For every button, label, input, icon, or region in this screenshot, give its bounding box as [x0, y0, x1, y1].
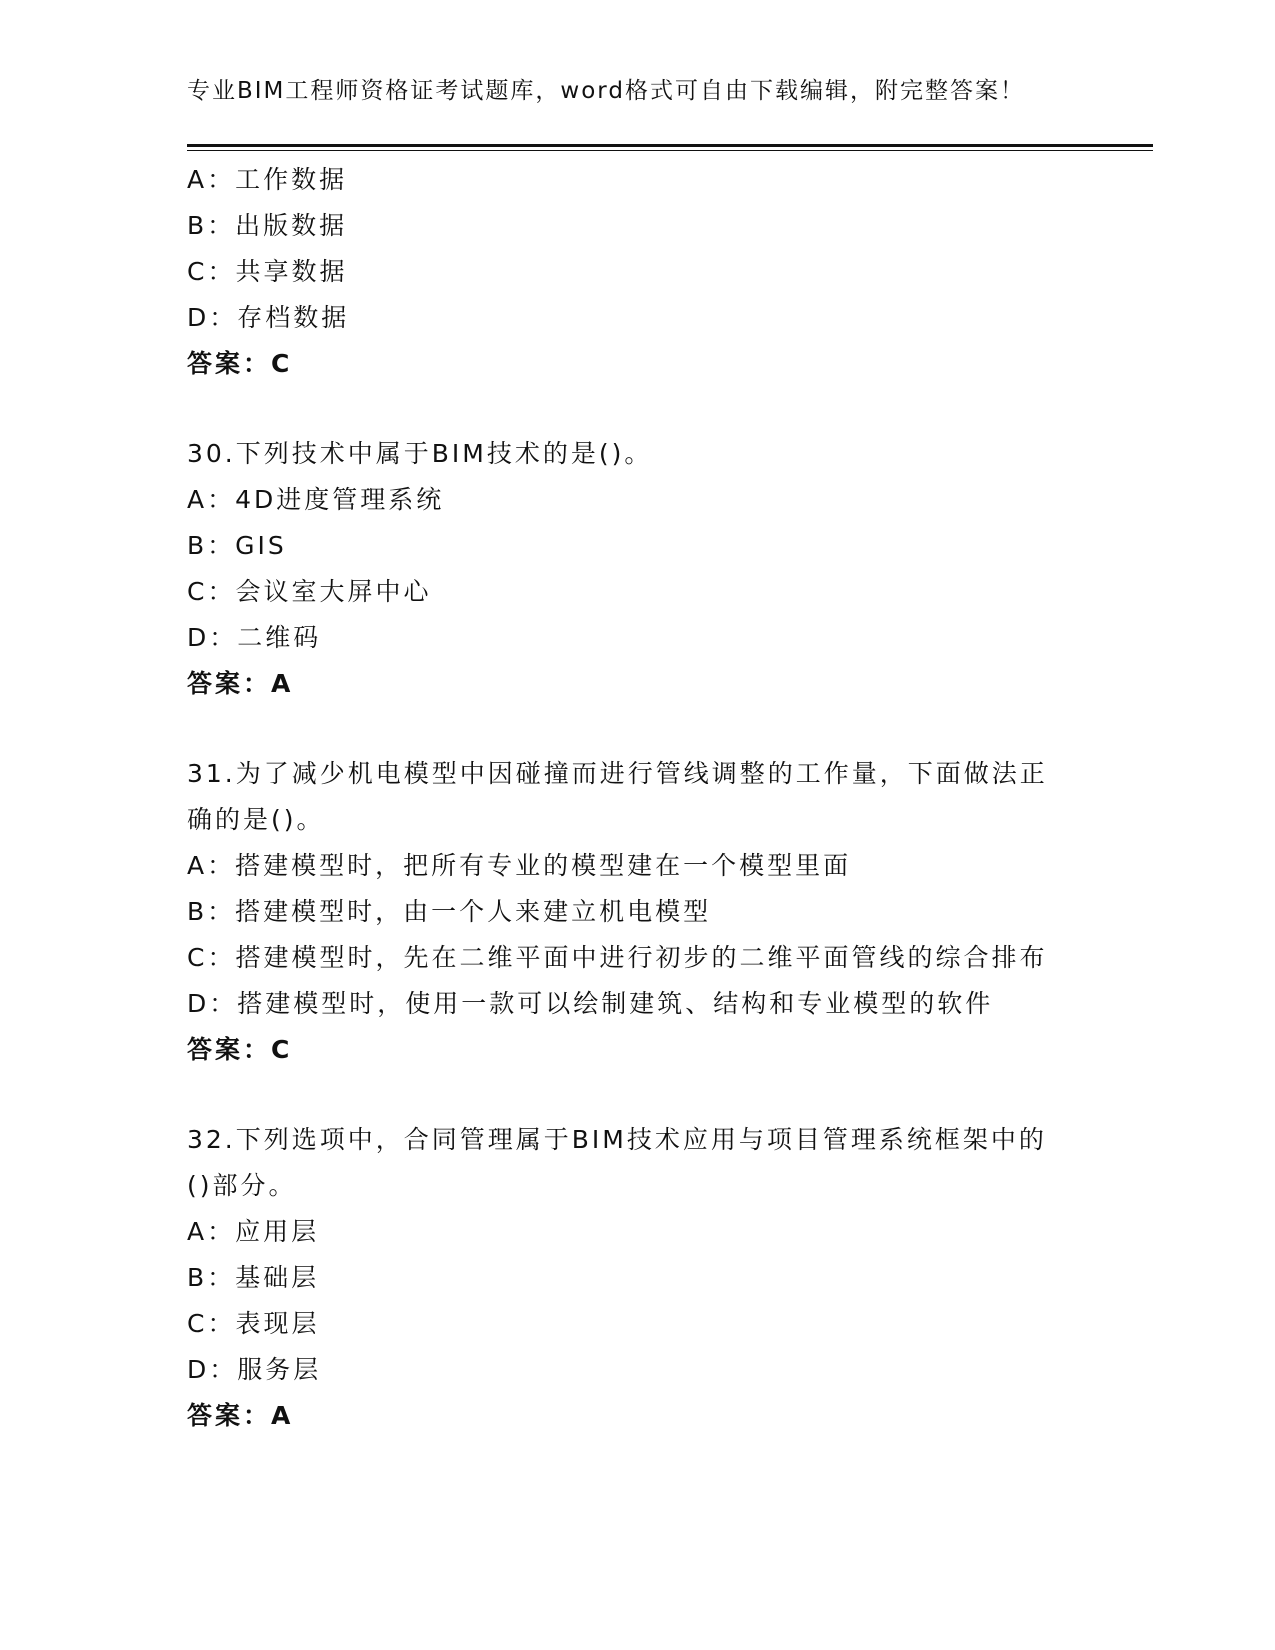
option-d: D：二维码 [187, 623, 322, 652]
option-a: A：应用层 [187, 1217, 320, 1246]
option-b: B：基础层 [187, 1263, 320, 1292]
option-b: B：GIS [187, 531, 287, 560]
option-c: C：共享数据 [187, 257, 348, 286]
option-a: A：搭建模型时，把所有专业的模型建在一个模型里面 [187, 851, 852, 880]
option-d: D：存档数据 [187, 303, 350, 332]
option-b: B：出版数据 [187, 211, 348, 240]
page-header: 专业BIM工程师资格证考试题库，word格式可自由下载编辑，附完整答案！ [187, 78, 1025, 104]
option-a: A：4D进度管理系统 [187, 485, 445, 514]
question-text-continued: ()部分。 [187, 1171, 297, 1200]
question-text: 31.为了减少机电模型中因碰撞而进行管线调整的工作量，下面做法正 [187, 759, 1048, 788]
question-block-30 [187, 431, 1087, 707]
question-block-29 [187, 157, 1087, 387]
option-d: D：服务层 [187, 1355, 322, 1384]
question-block-32 [187, 1117, 1087, 1439]
answer-line: 答案：A [187, 669, 294, 698]
option-c: C：表现层 [187, 1309, 320, 1338]
answer-line: 答案：A [187, 1401, 294, 1430]
answer-line: 答案：C [187, 1035, 293, 1064]
question-text: 30.下列技术中属于BIM技术的是()。 [187, 439, 653, 468]
header-divider-thin [187, 150, 1153, 151]
option-a: A：工作数据 [187, 165, 348, 194]
answer-line: 答案：C [187, 349, 293, 378]
question-text-continued: 确的是()。 [187, 805, 325, 834]
option-c: C：搭建模型时，先在二维平面中进行初步的二维平面管线的综合排布 [187, 943, 1048, 972]
option-b: B：搭建模型时，由一个人来建立机电模型 [187, 897, 712, 926]
question-text: 32.下列选项中，合同管理属于BIM技术应用与项目管理系统框架中的 [187, 1125, 1047, 1154]
question-content [187, 157, 1087, 1439]
header-divider-thick [187, 144, 1153, 147]
option-c: C：会议室大屏中心 [187, 577, 432, 606]
option-d: D：搭建模型时，使用一款可以绘制建筑、结构和专业模型的软件 [187, 989, 994, 1018]
question-block-31 [187, 751, 1087, 1073]
